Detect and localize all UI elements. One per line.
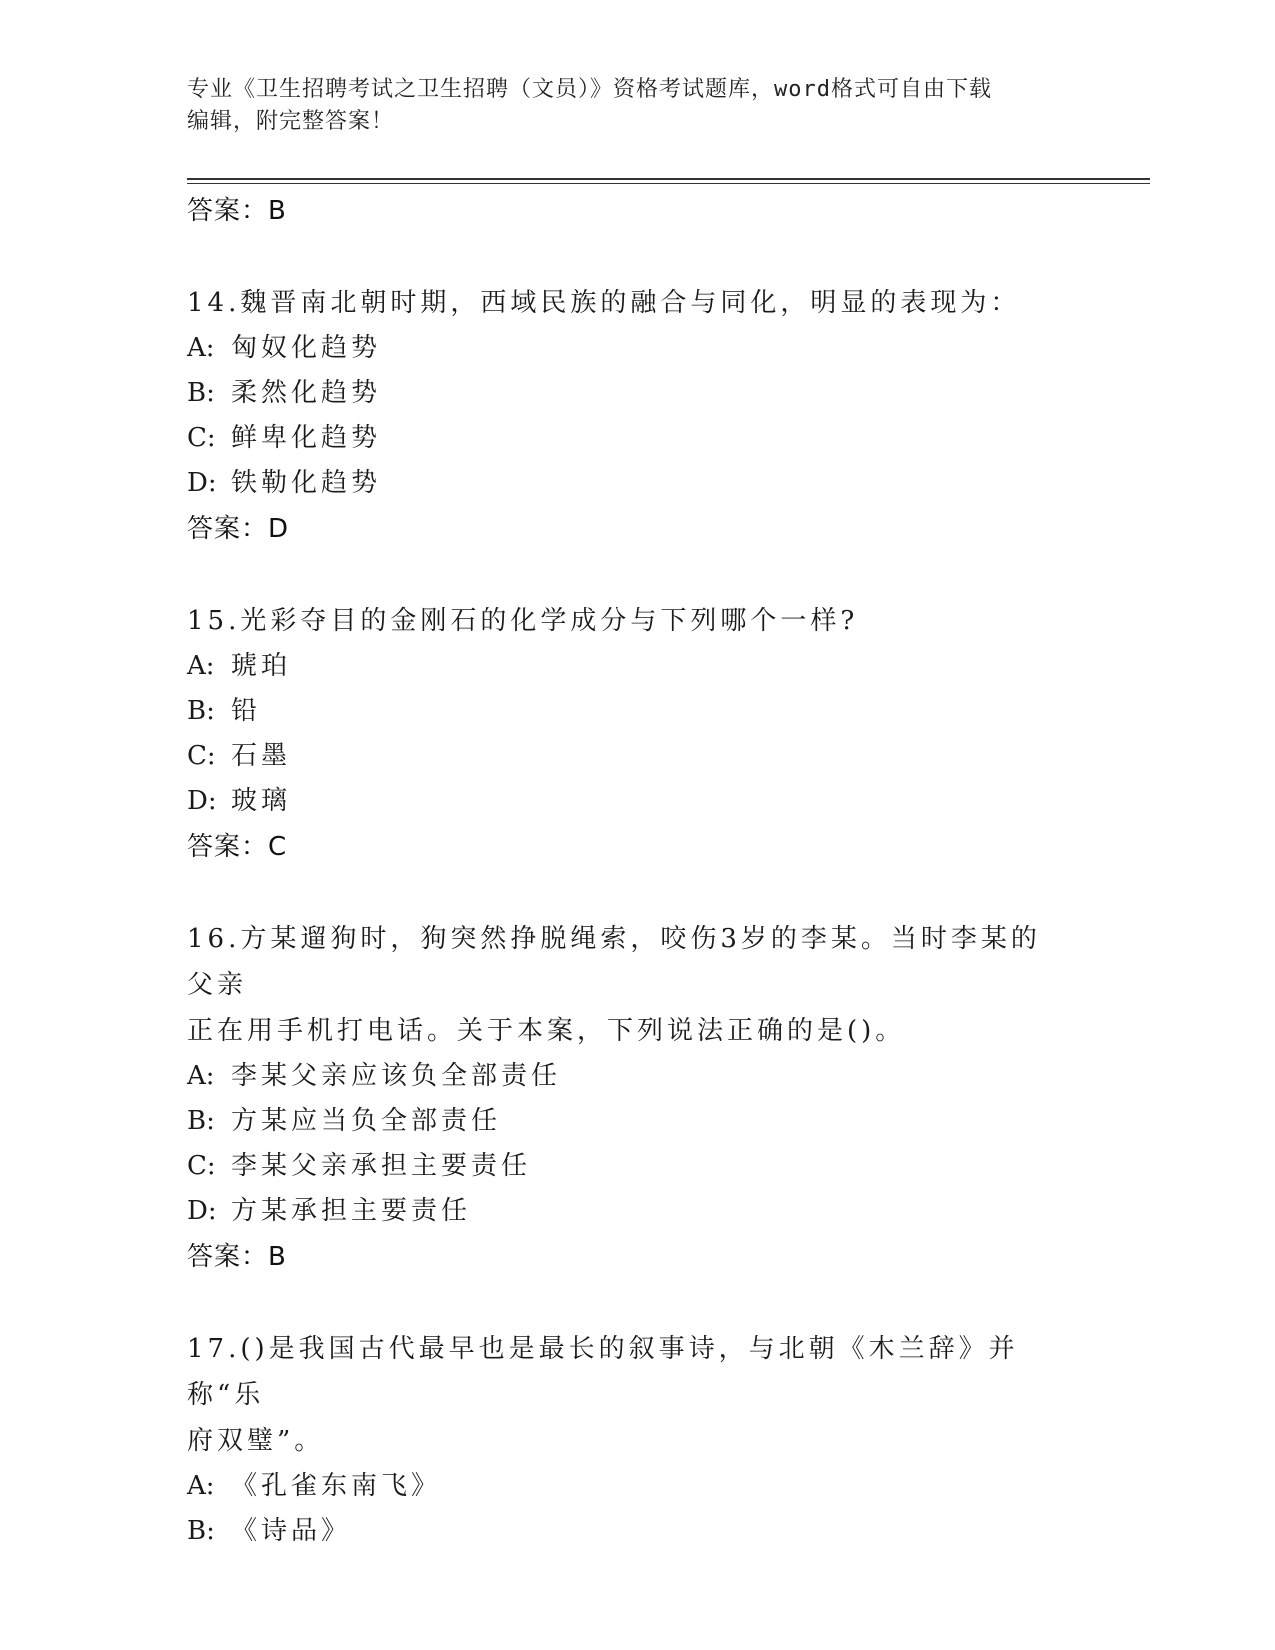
option-text: 铁勒化趋势 [231, 468, 382, 498]
option-text: 方某承担主要责任 [231, 1196, 472, 1226]
option-letter: B: [187, 1516, 215, 1546]
option-text: 鲜卑化趋势 [231, 423, 382, 453]
option-text: 玻璃 [231, 786, 292, 816]
option-text: 匈奴化趋势 [231, 333, 382, 363]
header-line-2: 编辑，附完整答案！ [187, 109, 395, 134]
question-text: 15.光彩夺目的金刚石的化学成分与下列哪个一样? [187, 606, 859, 636]
option-letter: A: [187, 1471, 215, 1501]
option-a [187, 1054, 1067, 1099]
option-letter: A: [187, 1061, 215, 1091]
option-c [187, 1144, 1067, 1189]
option-text: 方某应当负全部责任 [231, 1106, 502, 1136]
option-letter: D: [187, 786, 217, 816]
option-text: 李某父亲承担主要责任 [231, 1151, 532, 1181]
document-header [187, 74, 1087, 138]
question-17 [187, 1326, 1067, 1554]
spacer [187, 234, 1067, 280]
option-letter: A: [187, 651, 215, 681]
answer-15: 答案：C [187, 832, 288, 862]
answer-16: 答案：B [187, 1242, 287, 1272]
spacer [187, 552, 1067, 598]
option-text: 石墨 [231, 741, 292, 771]
option-d [187, 1189, 1067, 1234]
option-a [187, 644, 1067, 689]
question-text: 14.魏晋南北朝时期，西域民族的融合与同化，明显的表现为： [187, 288, 1021, 318]
option-letter: D: [187, 1196, 217, 1226]
option-d [187, 779, 1067, 824]
header-divider-thin [187, 183, 1150, 184]
question-text-line-1: 17.()是我国古代最早也是最长的叙事诗，与北朝《木兰辞》并称“乐 [187, 1334, 1019, 1410]
spacer [187, 870, 1067, 916]
option-text: 琥珀 [231, 651, 292, 681]
option-letter: B: [187, 1106, 215, 1136]
option-letter: A: [187, 333, 215, 363]
question-text-line-2: 正在用手机打电话。关于本案，下列说法正确的是()。 [187, 1016, 906, 1046]
question-16 [187, 916, 1067, 1280]
question-list [187, 188, 1067, 1554]
answer-prev: 答案：B [187, 196, 287, 226]
question-14 [187, 280, 1067, 552]
option-text: 《诗品》 [231, 1516, 352, 1546]
option-d [187, 461, 1067, 506]
option-b [187, 371, 1067, 416]
option-a [187, 326, 1067, 371]
header-line-1: 专业《卫生招聘考试之卫生招聘（文员）》资格考试题库，word格式可自由下载 [187, 77, 992, 102]
option-a [187, 1464, 1067, 1509]
option-c [187, 734, 1067, 779]
option-b [187, 689, 1067, 734]
option-text: 铅 [231, 696, 262, 726]
option-text: 《孔雀东南飞》 [231, 1471, 442, 1501]
question-text-line-1: 16.方某遛狗时，狗突然挣脱绳索，咬伤3岁的李某。当时李某的父亲 [187, 924, 1041, 1000]
option-letter: C: [187, 1151, 216, 1181]
option-text: 李某父亲应该负全部责任 [231, 1061, 562, 1091]
option-c [187, 416, 1067, 461]
option-letter: B: [187, 696, 215, 726]
option-letter: B: [187, 378, 215, 408]
spacer [187, 1280, 1067, 1326]
option-text: 柔然化趋势 [231, 378, 382, 408]
option-letter: D: [187, 468, 217, 498]
option-letter: C: [187, 423, 216, 453]
question-15 [187, 598, 1067, 870]
answer-14: 答案：D [187, 514, 290, 544]
option-b [187, 1099, 1067, 1144]
option-letter: C: [187, 741, 216, 771]
question-text-line-2: 府双璧”。 [187, 1426, 325, 1456]
header-divider-thick [187, 178, 1150, 180]
option-b [187, 1509, 1067, 1554]
